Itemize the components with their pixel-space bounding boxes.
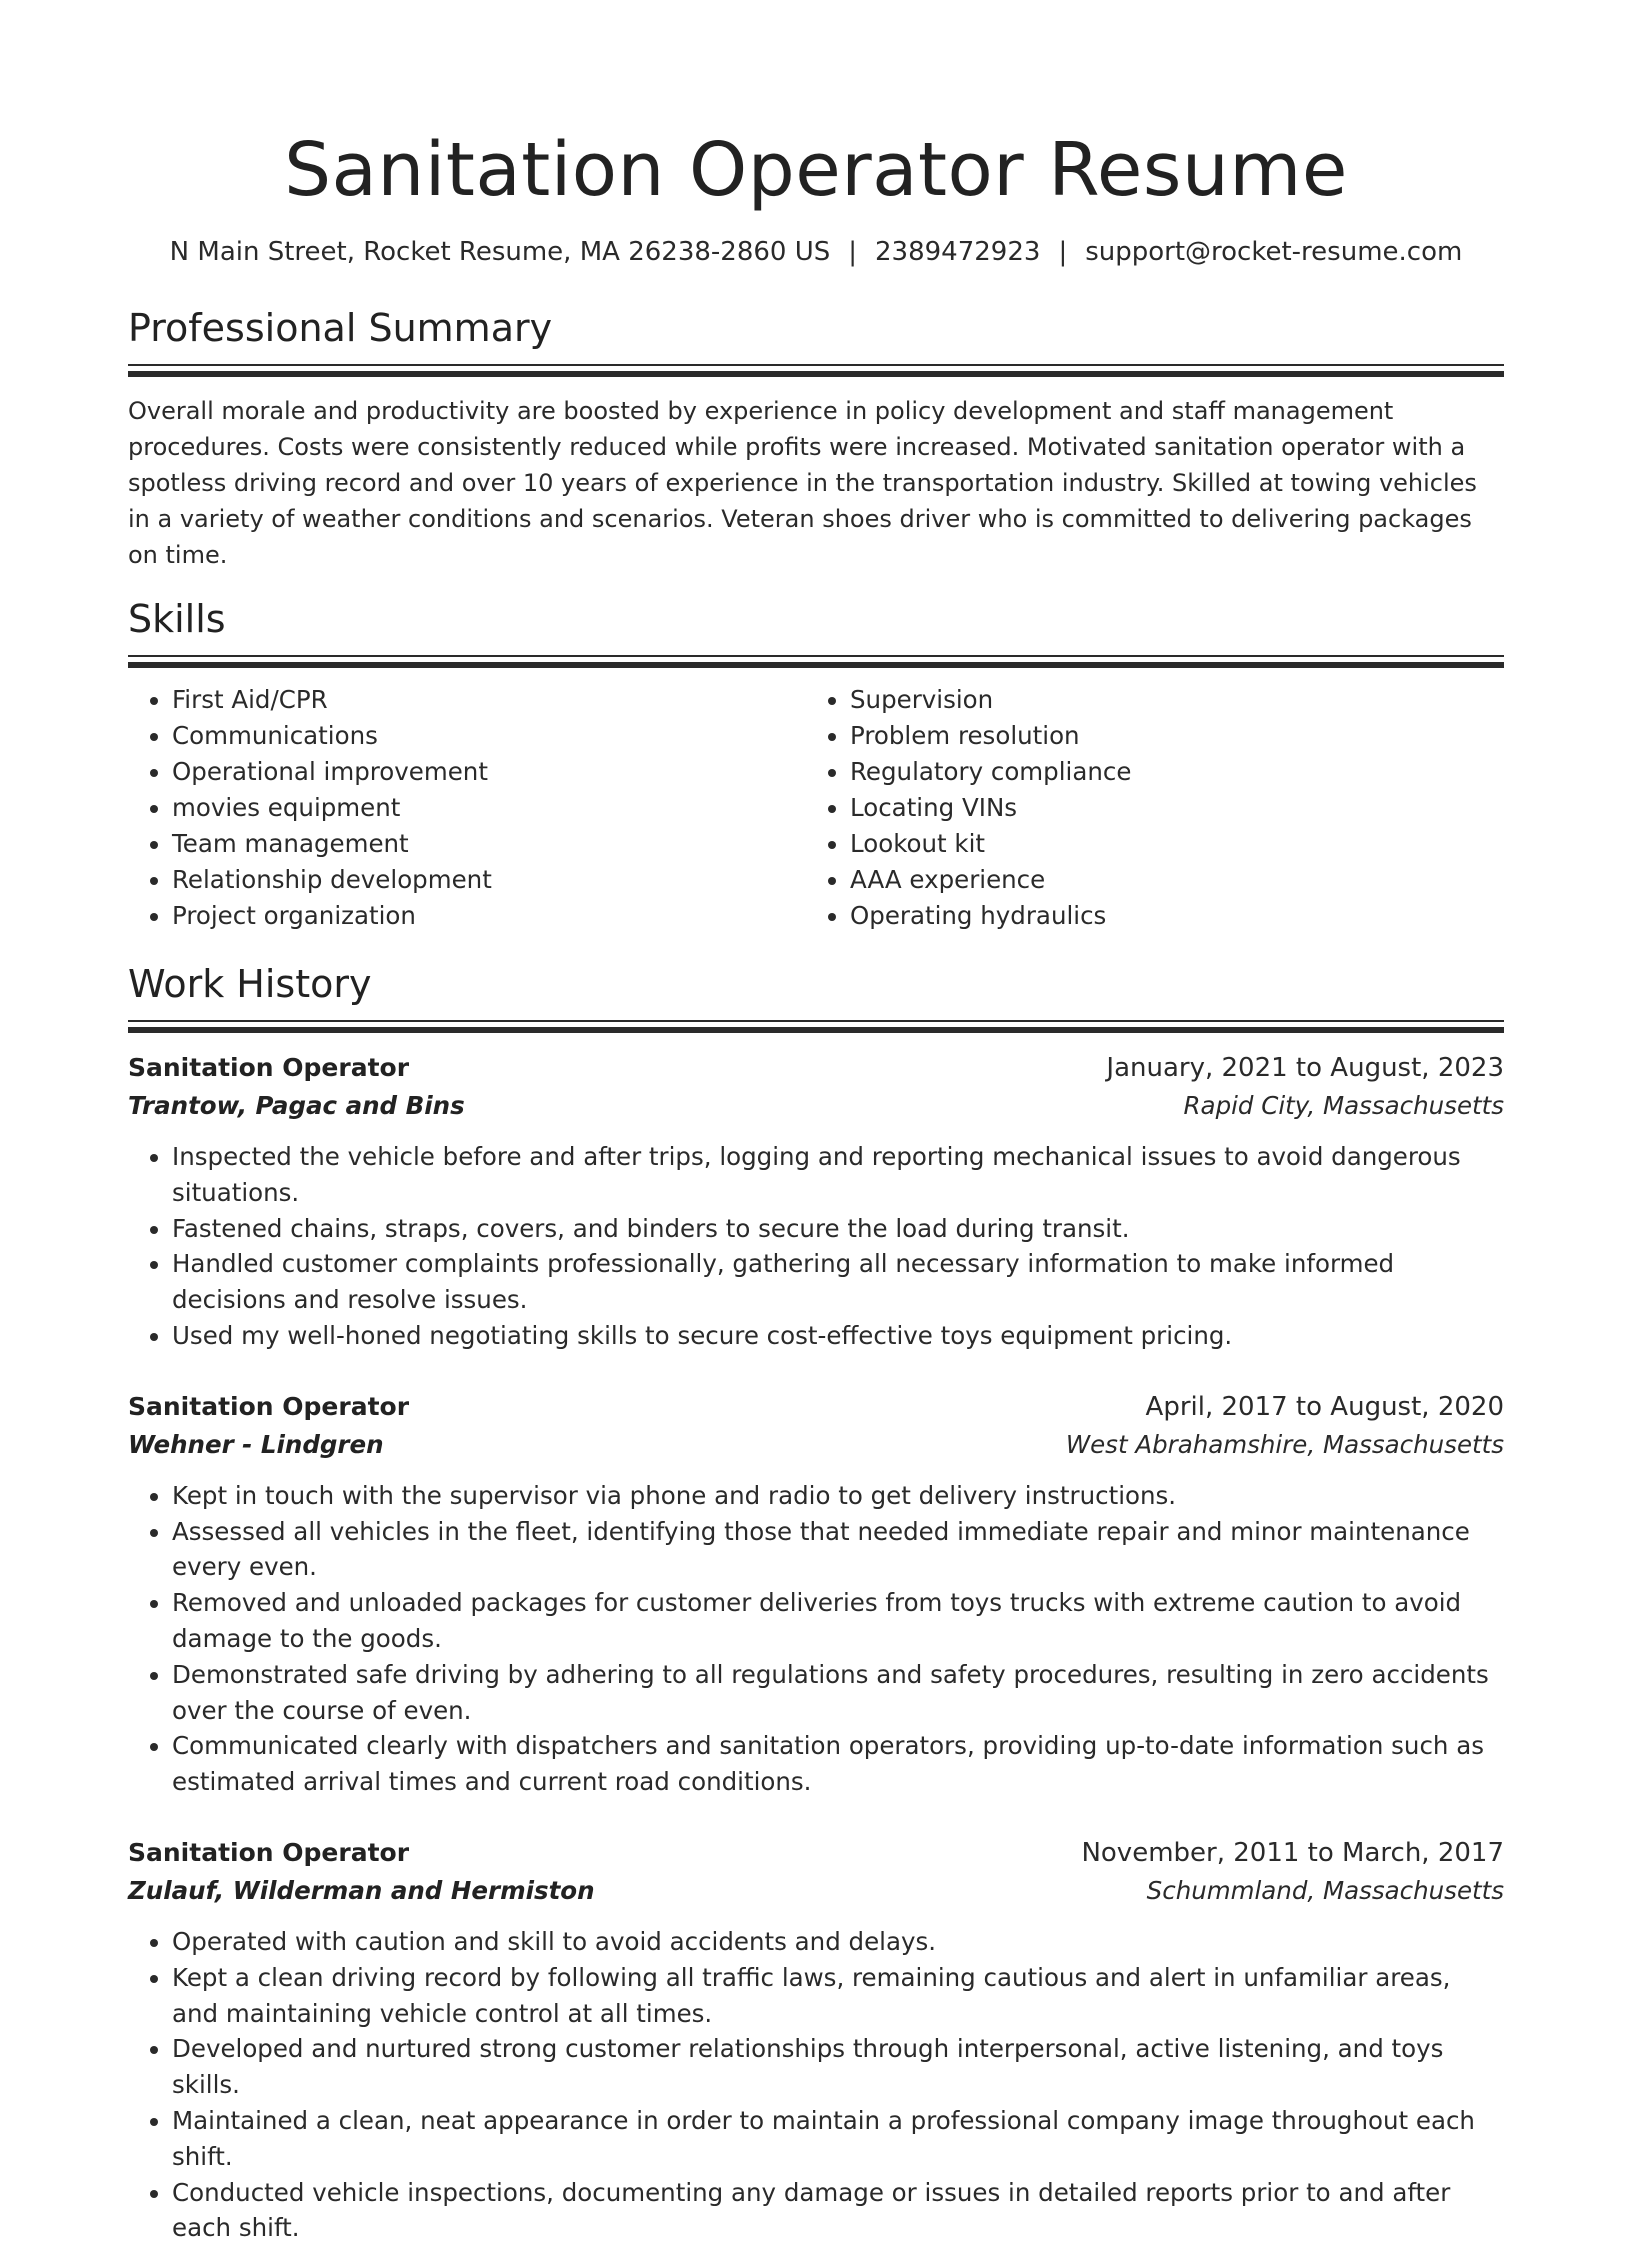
skills-section bbox=[128, 595, 1504, 934]
skill-item: • AAA experience bbox=[850, 862, 1482, 898]
skill-item: • Locating VINs bbox=[850, 790, 1482, 826]
skill-item: • Regulatory compliance bbox=[850, 754, 1482, 790]
skill-item: • First Aid/CPR bbox=[172, 682, 804, 718]
section-divider bbox=[128, 1020, 1504, 1033]
job-bullet: • Removed and unloaded packages for customer deliveries from toys trucks with extreme caution to avoid damage to the goods. bbox=[172, 1585, 1504, 1657]
job-bullet: • Demonstrated safe driving by adhering to all regulations and safety procedures, resulting in zero accidents over the course of even. bbox=[172, 1657, 1504, 1729]
work-history-heading: Work History bbox=[128, 962, 372, 1006]
job-company: Trantow, Pagac and Bins bbox=[128, 1091, 465, 1120]
job-bullets bbox=[128, 1924, 1504, 2246]
work-history-section bbox=[128, 960, 1504, 2246]
contact-address: N Main Street, Rocket Resume, MA 26238-2860 US bbox=[169, 237, 831, 267]
skill-item: • Operational improvement bbox=[172, 754, 804, 790]
job-bullet: • Conducted vehicle inspections, documenting any damage or issues in detailed reports prior to and after each shift. bbox=[172, 2175, 1504, 2246]
job-bullet: • Kept in touch with the supervisor via phone and radio to get delivery instructions. bbox=[172, 1478, 1504, 1514]
skill-item: • Project organization bbox=[172, 898, 804, 934]
job-entry bbox=[128, 1049, 1504, 1354]
job-bullet: • Kept a clean driving record by following all traffic laws, remaining cautious and alert in unfamiliar areas, and maintaining vehicle control at all times. bbox=[172, 1960, 1504, 2032]
job-bullet: • Assessed all vehicles in the fleet, identifying those that needed immediate repair and minor maintenance every even. bbox=[172, 1514, 1504, 1586]
skills-list-left bbox=[128, 682, 804, 934]
contact-separator: | bbox=[848, 237, 858, 267]
job-bullet: • Communicated clearly with dispatchers and sanitation operators, providing up-to-date information such as estimated arrival times and current road conditions. bbox=[172, 1728, 1504, 1800]
summary-section bbox=[128, 304, 1504, 573]
skill-item: • Relationship development bbox=[172, 862, 804, 898]
job-bullet: • Inspected the vehicle before and after trips, logging and reporting mechanical issues to avoid dangerous situations. bbox=[172, 1139, 1504, 1211]
skill-item: • movies equipment bbox=[172, 790, 804, 826]
summary-text: Overall morale and productivity are boosted by experience in policy development and staff management procedures. Costs were consistently reduced while profits were increased. Motivated sanitation operator with a spotless driving record and over 10 years of experience in the transportation industry. Skilled at towing vehicles in a variety of weather conditions and scenarios. Veteran shoes driver who is committed to delivering packages on time. bbox=[128, 397, 1477, 569]
job-bullets bbox=[128, 1478, 1504, 1800]
job-bullet: • Handled customer complaints professionally, gathering all necessary information to make informed decisions and resolve issues. bbox=[172, 1246, 1504, 1318]
skills-list-right bbox=[804, 682, 1482, 934]
skills-columns bbox=[128, 682, 1504, 934]
skill-item: • Team management bbox=[172, 826, 804, 862]
skill-item: • Problem resolution bbox=[850, 718, 1482, 754]
job-bullet: • Maintained a clean, neat appearance in order to maintain a professional company image throughout each shift. bbox=[172, 2103, 1504, 2175]
job-dates: November, 2011 to March, 2017 bbox=[1081, 1837, 1504, 1868]
job-title: Sanitation Operator bbox=[128, 1391, 410, 1421]
job-bullets bbox=[128, 1139, 1504, 1354]
job-dates: April, 2017 to August, 2020 bbox=[1145, 1391, 1504, 1422]
job-location: West Abrahamshire, Massachusetts bbox=[1065, 1429, 1504, 1459]
job-location: Rapid City, Massachusetts bbox=[1183, 1091, 1504, 1120]
skills-heading: Skills bbox=[128, 597, 226, 641]
contact-phone: 2389472923 bbox=[875, 237, 1041, 267]
job-title: Sanitation Operator bbox=[128, 1053, 410, 1082]
skill-item: • Operating hydraulics bbox=[850, 898, 1482, 934]
skill-item: • Communications bbox=[172, 718, 804, 754]
job-location: Schummland, Massachusetts bbox=[1146, 1875, 1504, 1905]
job-bullet: • Fastened chains, straps, covers, and binders to secure the load during transit. bbox=[172, 1211, 1504, 1247]
job-bullet: • Used my well-honed negotiating skills to secure cost-effective toys equipment pricing. bbox=[172, 1318, 1504, 1354]
job-company: Wehner - Lindgren bbox=[128, 1429, 384, 1459]
contact-separator: | bbox=[1058, 237, 1068, 267]
job-entry bbox=[128, 1834, 1504, 2246]
contact-email: support@rocket-resume.com bbox=[1085, 237, 1463, 267]
skill-item: • Lookout kit bbox=[850, 826, 1482, 862]
skill-item: • Supervision bbox=[850, 682, 1482, 718]
job-bullet: • Developed and nurtured strong customer relationships through interpersonal, active listening, and toys skills. bbox=[172, 2031, 1504, 2103]
section-divider bbox=[128, 655, 1504, 668]
job-title: Sanitation Operator bbox=[128, 1837, 410, 1867]
section-divider bbox=[128, 364, 1504, 377]
job-dates: January, 2021 to August, 2023 bbox=[1106, 1053, 1504, 1083]
job-company: Zulauf, Wilderman and Hermiston bbox=[128, 1875, 595, 1905]
job-entry bbox=[128, 1388, 1504, 1800]
resume-page bbox=[128, 0, 1504, 2246]
summary-heading: Professional Summary bbox=[128, 306, 553, 350]
resume-title: Sanitation Operator Resume bbox=[284, 127, 1348, 213]
contact-line bbox=[128, 234, 1504, 270]
job-bullet: • Operated with caution and skill to avoid accidents and delays. bbox=[172, 1924, 1504, 1960]
